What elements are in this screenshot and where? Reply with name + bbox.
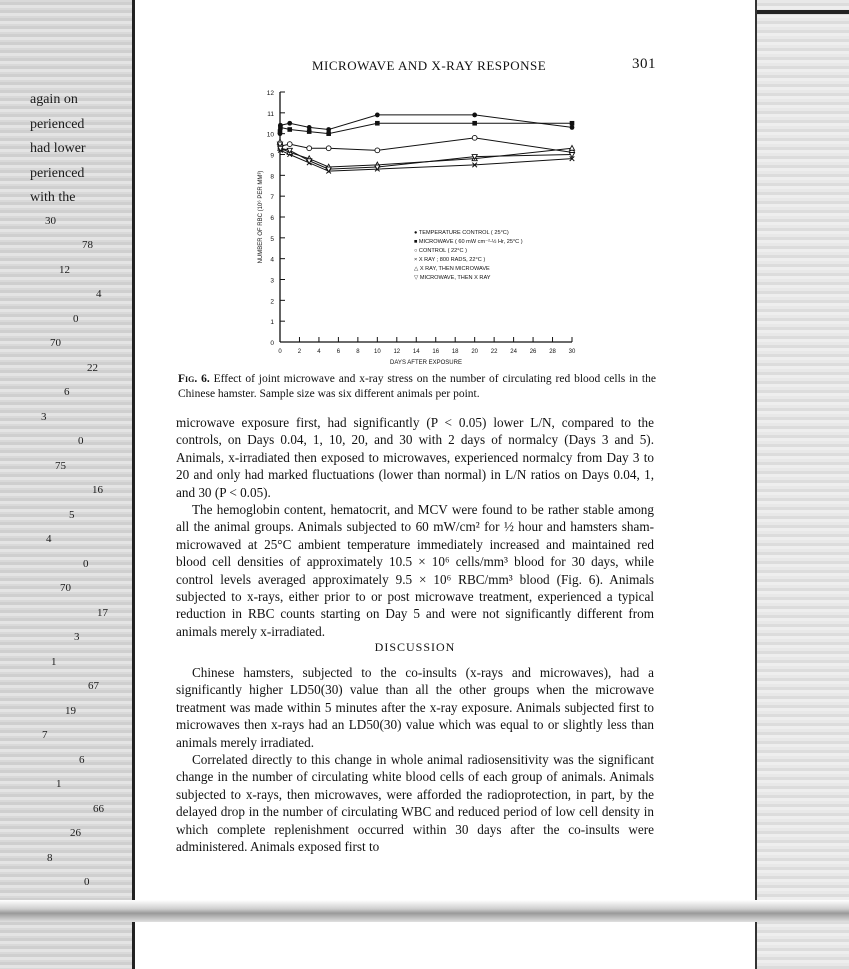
x-tick-label: 14	[412, 349, 420, 355]
margin-fragment: 5	[69, 508, 75, 521]
data-point	[307, 125, 312, 130]
data-point	[472, 113, 477, 118]
data-point	[375, 148, 380, 153]
results-text	[176, 414, 654, 640]
y-tick-label: 8	[270, 173, 274, 181]
data-point	[287, 127, 292, 132]
y-tick-label: 6	[270, 215, 274, 222]
margin-fragment: 66	[93, 802, 104, 815]
y-tick-label: 10	[266, 131, 274, 139]
margin-fragment: 70	[50, 337, 61, 349]
y-tick-label: 1	[270, 319, 274, 327]
data-point	[326, 131, 331, 136]
margin-fragment: perienced	[30, 165, 85, 181]
margin-fragment: with the	[30, 190, 76, 205]
data-point	[570, 121, 575, 126]
margin-fragment: 1	[56, 778, 62, 790]
margin-fragment: 75	[55, 459, 66, 472]
legend-entry: ▽ MICROWAVE, THEN X RAY	[414, 275, 491, 281]
legend-entry: △ X RAY, THEN MICROWAVE	[414, 266, 490, 272]
running-head-title: MICROWAVE AND X-RAY RESPONSE	[312, 58, 547, 73]
x-tick-label: 30	[568, 349, 576, 355]
rbc-chart	[248, 86, 588, 376]
x-tick-label: 12	[393, 349, 401, 355]
left-scan-margin	[0, 0, 135, 969]
figure-caption	[178, 372, 656, 402]
margin-fragment: 16	[92, 484, 103, 496]
data-point	[375, 121, 380, 126]
x-tick-label: 6	[336, 349, 341, 355]
x-tick-label: 28	[549, 349, 556, 355]
margin-fragment: 19	[65, 704, 76, 717]
page-number: 301	[632, 56, 656, 72]
paragraph: Correlated directly to this change in whole animal radiosensitivity was the significant change in the number of circulating white blood cells of each group of animals. Animals subjected to x-rays, then microwaves, were afforded the radioprotection, in part, by the delayed drop in the number of circulating WBC and reduced period of low cell density in which complete replenishment occurred within 30 days after the co-insults were administered. Animals exposed first to	[176, 752, 654, 855]
margin-fragment: 3	[41, 410, 47, 423]
x-axis-label: DAYS AFTER EXPOSURE	[390, 360, 462, 366]
y-tick-label: 12	[266, 90, 274, 97]
data-point	[278, 125, 283, 130]
x-tick-label: 18	[451, 349, 459, 355]
margin-fragment: 0	[73, 312, 79, 325]
data-point	[570, 125, 575, 130]
margin-fragment: again on	[30, 92, 78, 107]
y-tick-label: 3	[270, 277, 274, 285]
legend-entry: ● TEMPERATURE CONTROL ( 25°C)	[414, 230, 509, 236]
legend-entry: ■ MICROWAVE ( 60 mW cm⁻²-½ Hr, 25°C )	[414, 239, 523, 245]
margin-fragment: 0	[83, 557, 89, 570]
margin-fragment: 4	[96, 288, 102, 300]
margin-fragment: 0	[78, 435, 84, 447]
margin-fragment: 22	[87, 361, 98, 374]
margin-fragment: 17	[97, 606, 108, 619]
x-tick-label: 22	[490, 349, 498, 355]
y-tick-label: 7	[270, 194, 274, 202]
margin-fragment: 67	[88, 680, 99, 692]
margin-fragment: 4	[46, 533, 52, 545]
section-heading: DISCUSSION	[374, 640, 456, 654]
margin-fragment: 6	[79, 753, 85, 766]
x-tick-label: 2	[297, 349, 302, 355]
figure-caption-text: Effect of joint microwave and x-ray stress on the number of circulating red blood cells in the Chinese hamster. Sample size was six different animals per point.	[178, 373, 656, 400]
data-point	[326, 127, 331, 132]
right-scan-margin	[755, 0, 849, 969]
data-point	[287, 142, 292, 147]
data-point	[307, 129, 312, 134]
rbc-chart-svg	[248, 86, 588, 376]
margin-fragment: 70	[60, 582, 71, 594]
bottom-scan-strip	[0, 900, 849, 922]
paragraph: Chinese hamsters, subjected to the co-insults (x-rays and microwaves), had a significantly higher LD50(30) value than all the other groups when the microwave treatment was made within 5 minutes after the x-ray exposure. Animals subjected first to microwaves then x-rays had an LD50(30) value which was equal to or slightly less than animals merely irradiated.	[176, 665, 654, 750]
x-tick-label: 8	[356, 349, 360, 355]
margin-fragment: 6	[64, 386, 70, 398]
x-tick-label: 10	[373, 349, 381, 355]
data-point	[287, 121, 292, 126]
y-tick-label: 4	[270, 256, 274, 264]
margin-fragment: 1	[51, 655, 57, 668]
series-line	[280, 138, 572, 153]
margin-fragment: 12	[59, 263, 70, 276]
discussion-text	[176, 664, 654, 855]
scan-edge-bar	[757, 10, 849, 14]
data-point	[278, 129, 283, 134]
margin-fragment: 3	[74, 631, 80, 643]
data-point	[375, 113, 380, 118]
x-tick-label: 26	[529, 349, 537, 355]
legend-entry: × X RAY ; 800 RADS, 22°C )	[414, 257, 486, 263]
data-point	[307, 146, 312, 151]
series-line	[280, 123, 572, 133]
figure-label: Fig. 6.	[178, 373, 210, 385]
data-point	[472, 135, 477, 140]
y-axis-label: NUMBER OF RBC (10⁶ PER MM³)	[258, 170, 264, 264]
margin-fragment: 26	[70, 827, 81, 839]
paragraph: microwave exposure first, had significantly (P < 0.05) lower L/N, compared to the controls, on Days 0.04, 1, 10, 20, and 30 with 2 days of normalcy (Days 3 and 5). Animals, x-irradiated then exposed to microwaves, experienced normalcy from Day 3 to 20 and only had marked fluctuations (lower than normal) in L/N ratios on Days 0.04, 1, and 30 (P < 0.05).	[176, 415, 654, 500]
margin-fragment: perienced	[30, 116, 85, 132]
y-tick-label: 11	[267, 110, 274, 118]
y-tick-label: 9	[270, 152, 274, 160]
margin-fragment: 78	[82, 239, 93, 251]
margin-fragment: 30	[45, 214, 56, 227]
x-tick-label: 20	[471, 349, 479, 355]
data-point	[569, 145, 574, 150]
x-tick-label: 16	[432, 349, 440, 355]
legend-entry: ○ CONTROL ( 22°C )	[414, 248, 467, 254]
x-tick-label: 0	[278, 349, 282, 355]
series-line	[280, 115, 572, 134]
margin-fragment: 8	[47, 851, 53, 864]
x-tick-label: 24	[510, 349, 517, 355]
y-tick-label: 5	[270, 235, 274, 243]
y-tick-label: 0	[270, 340, 274, 347]
margin-fragment: 0	[84, 876, 90, 888]
margin-fragment: had lower	[30, 141, 86, 156]
paragraph: The hemoglobin content, hematocrit, and MCV were found to be rather stable among all the animal groups. Animals subjected to 60 mW/cm² for ½ hour and hamsters sham-microwaved at 25°C ambient temperature immediately increased and maintained red blood cell densities of approximately 10.5 × 10⁶ cells/mm³ blood for 30 days, while control levels averaged approximately 9.5 × 10⁶ RBC/mm³ blood (Fig. 6). Animals subjected to x-rays, either prior to or post microwave treatment, experienced a typical reduction in RBC counts starting on Day 5 and were not significantly different from animals merely x-irradiated.	[176, 502, 654, 639]
data-point	[326, 146, 331, 151]
margin-fragment: 7	[42, 729, 48, 741]
y-tick-label: 2	[270, 298, 274, 306]
x-tick-label: 4	[317, 349, 321, 355]
data-point	[472, 121, 477, 126]
